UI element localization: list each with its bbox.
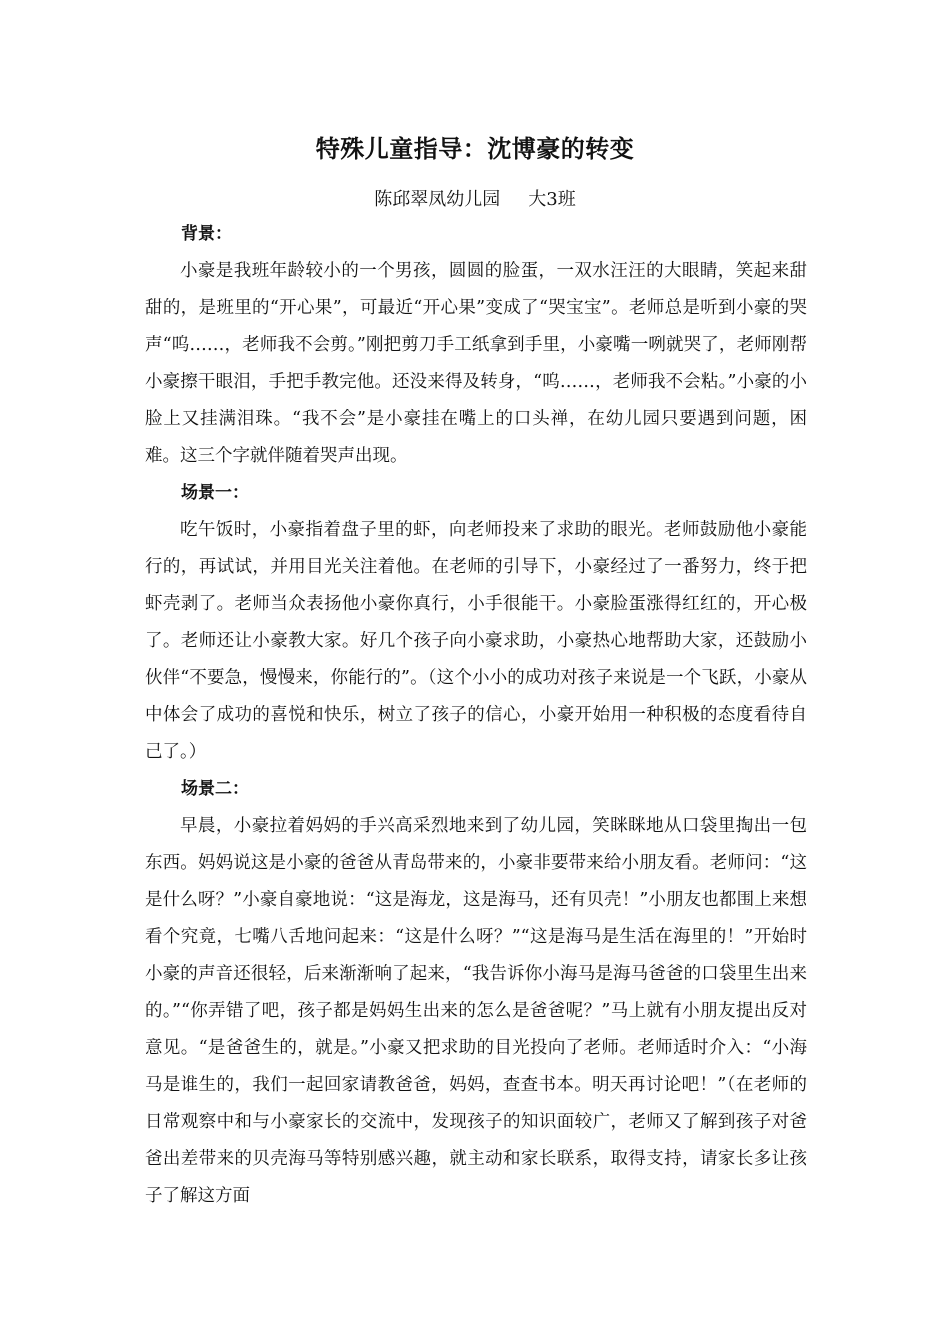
section-heading-background: 背景： — [181, 224, 232, 244]
document-subtitle — [0, 186, 950, 214]
class-name: 大3班 — [528, 189, 576, 210]
section-heading-scene-one: 场景一： — [181, 483, 249, 503]
section-paragraph-scene-one: 吃午饭时，小豪指着盘子里的虾，向老师投来了求助的眼光。老师鼓励他小豪能行的，再试试，并用目光关注着他。在老师的引导下，小豪经过了一番努力，终于把虾壳剥了。老师当众表扬他小豪你真行，小手很能干。小豪脸蛋涨得红红的，开心极了。老师还让小豪教大家。好几个孩子向小豪求助，小豪热心地帮助大家，还鼓励小伙伴“不要急，慢慢来，你能行的”。（这个小小的成功对孩子来说是一个飞跃，小豪从中体会了成功的喜悦和快乐，树立了孩子的信心，小豪开始用一种积极的态度看待自己了。） — [145, 520, 807, 762]
section-paragraph-background: 小豪是我班年龄较小的一个男孩，圆圆的脸蛋，一双水汪汪的大眼睛，笑起来甜甜的，是班里的“开心果”，可最近“开心果”变成了“哭宝宝”。老师总是听到小豪的哭声“呜……，老师我不会剪。”刚把剪刀手工纸拿到手里，小豪嘴一咧就哭了，老师刚帮小豪擦干眼泪，手把手教完他。还没来得及转身，“呜……，老师我不会粘。”小豪的小脸上又挂满泪珠。“我不会”是小豪挂在嘴上的口头禅，在幼儿园只要遇到问题，困难。这三个字就伴随着哭声出现。 — [145, 261, 807, 466]
section-heading-scene-two: 场景二： — [181, 779, 249, 799]
document-body — [145, 216, 807, 1215]
school-name: 陈邱翠凤幼儿园 — [374, 189, 501, 210]
section-paragraph-scene-two: 早晨，小豪拉着妈妈的手兴高采烈地来到了幼儿园，笑眯眯地从口袋里掏出一包东西。妈妈说这是小豪的爸爸从青岛带来的，小豪非要带来给小朋友看。老师问：“这是什么呀？”小豪自豪地说：“这是海龙，这是海马，还有贝壳！”小朋友也都围上来想看个究竟，七嘴八舌地问起来：“这是什么呀？”“这是海马是生活在海里的！”开始时小豪的声音还很轻，后来渐渐响了起来，“我告诉你小海马是海马爸爸的口袋里生出来的。”“你弄错了吧，孩子都是妈妈生出来的怎么是爸爸呢？”马上就有小朋友提出反对意见。“是爸爸生的，就是。”小豪又把求助的目光投向了老师。老师适时介入：“小海马是谁生的，我们一起回家请教爸爸，妈妈，查查书本。明天再讨论吧！”（在老师的日常观察中和与小豪家长的交流中，发现孩子的知识面较广，老师又了解到孩子对爸爸出差带来的贝壳海马等特别感兴趣，就主动和家长联系，取得支持，请家长多让孩子了解这方面 — [145, 816, 807, 1206]
document-title: 特殊儿童指导：沈博豪的转变 — [315, 135, 635, 163]
